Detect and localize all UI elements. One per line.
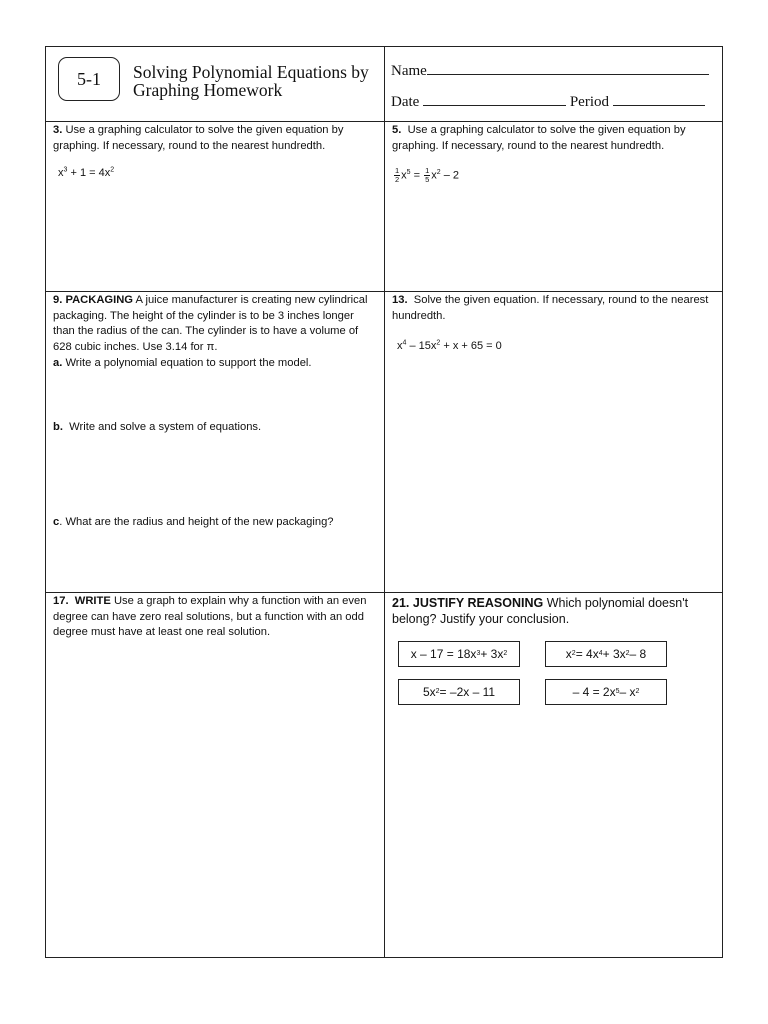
question-9-part-c: c. What are the radius and height of the new packaging? [53, 516, 334, 528]
equation-box-1: x – 17 = 18x 3 + 3x 2 [398, 641, 520, 667]
date-blank[interactable] [423, 91, 566, 106]
header-title-cell [46, 47, 384, 121]
worksheet [45, 46, 723, 958]
q5-equation: $\frac{1}{2}$ $x^5$ = $\frac{1}{5}$ $x^2 - 2$ [395, 166, 460, 184]
page-title: Solving Polynomial Equations by Graphing Homework [133, 62, 369, 100]
header-info-cell [385, 47, 722, 121]
period-blank[interactable] [613, 91, 705, 106]
date-period-fields: Date Period [391, 91, 705, 111]
equation-box-2: x 2 = 4x 4 + 3x 2 – 8 [545, 641, 667, 667]
equation-box-3: 5x 2 = –2x – 11 [398, 679, 520, 705]
q13-equation: $x^4 - 15x^2 + x + 65 = 0$ [397, 339, 502, 352]
equation-box-4: – 4 = 2x 5 – x 2 [545, 679, 667, 705]
question-3: 3. Use a graphing calculator to solve the given equation by graphing. If necessary, round to the nearest hundredth. [53, 124, 344, 152]
question-13: 13. Solve the given equation. If necessary, round to the nearest hundredth. [392, 294, 709, 322]
column-divider [384, 47, 385, 957]
question-5: 5. Use a graphing calculator to solve the given equation by graphing. If necessary, round to the nearest hundredth. [392, 124, 686, 152]
question-9: 9. PACKAGING A juice manufacturer is creating new cylindrical packaging. The height of the cylinder is to be 3 inches longer than the radius of the can. The cylinder is to have a volume of 628 cubic inches. Use 3.14 for π. a. Write a polynomial equation to support the model. [53, 294, 368, 369]
question-17: 17. WRITE Use a graph to explain why a function with an even degree can have zero real solutions, but a function with an odd degree must have at least one real solution. [53, 595, 367, 639]
q3-equation: $x^3 + 1 = 4x^2$ [58, 166, 115, 179]
question-21: 21. JUSTIFY REASONING Which polynomial doesn't belong? Justify your conclusion. [392, 596, 689, 626]
lesson-number-badge: 5-1 [58, 57, 120, 101]
name-field[interactable]: Name [391, 60, 709, 80]
question-9-part-b: b. Write and solve a system of equations. [53, 421, 262, 433]
name-blank[interactable] [427, 60, 709, 75]
